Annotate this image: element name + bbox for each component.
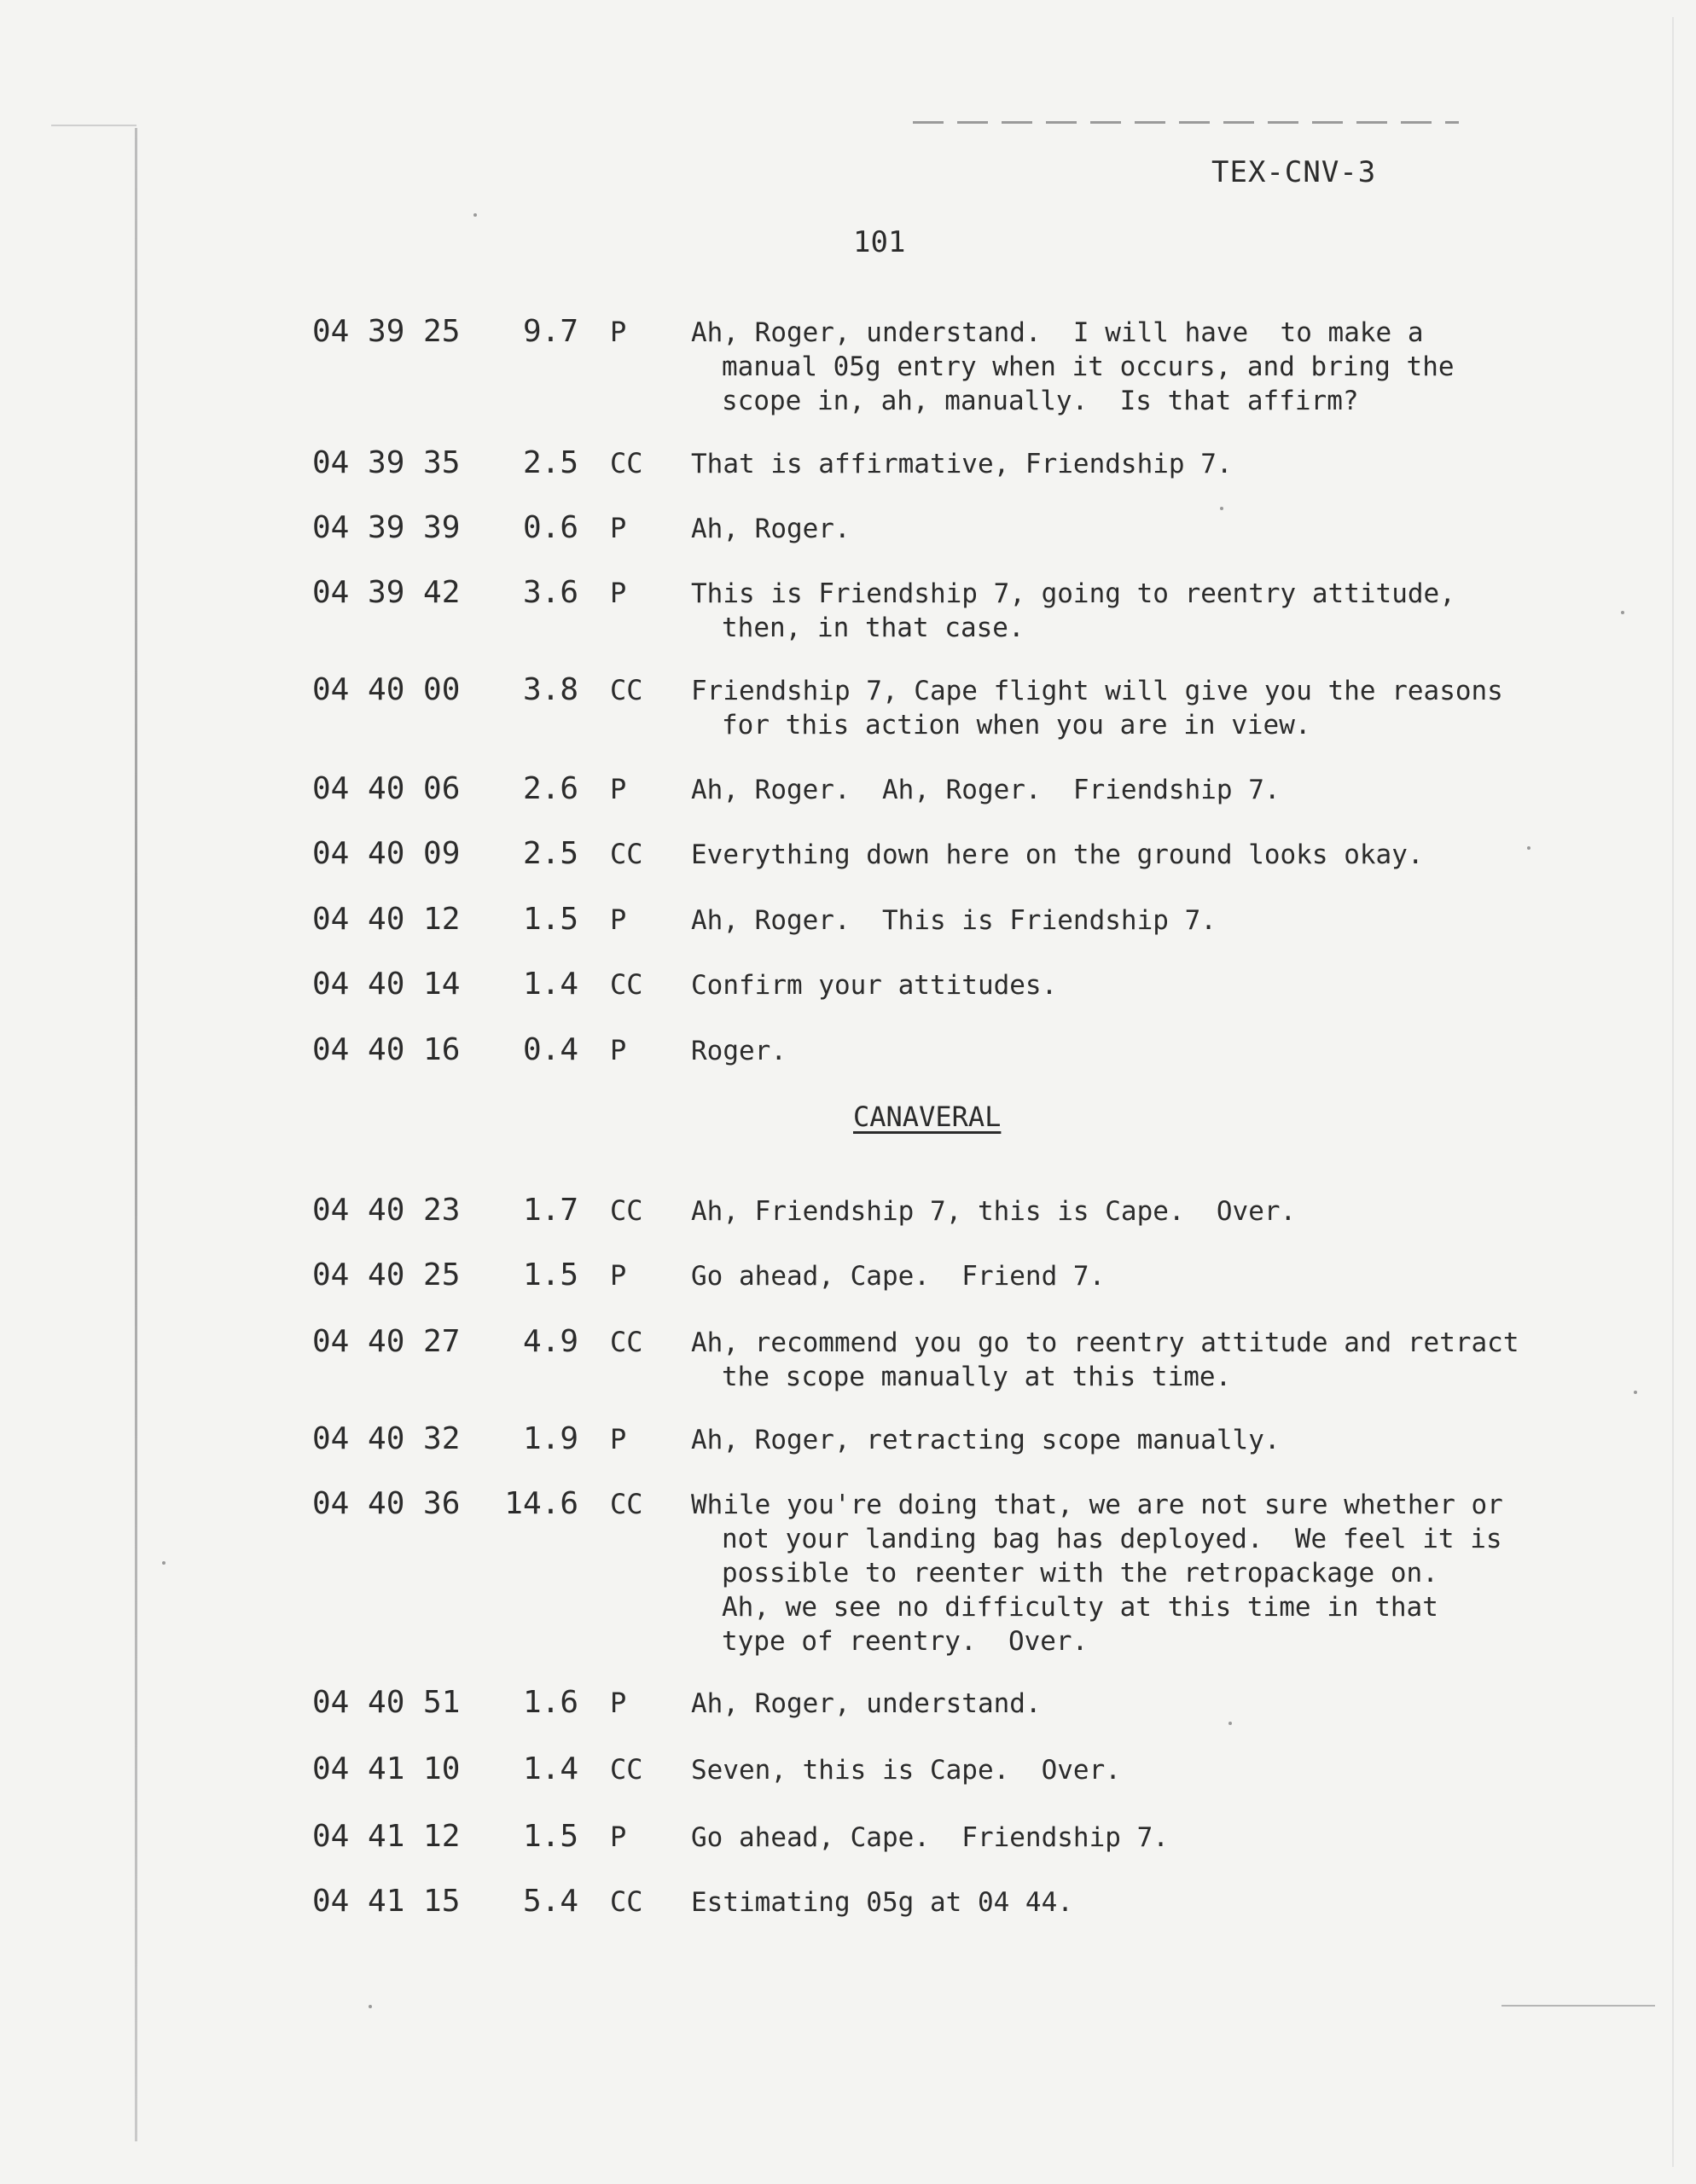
- entry-text-line: That is affirmative, Friendship 7.: [691, 449, 1233, 479]
- entry-text: [691, 773, 1544, 807]
- entry-text: [691, 316, 1544, 418]
- entry-duration: 1.4: [522, 967, 578, 1002]
- entry-text-line: manual 05g entry when it occurs, and bring the: [722, 351, 1455, 382]
- scan-speck: [1621, 611, 1624, 614]
- entry-duration: 1.6: [522, 1685, 578, 1720]
- entry-text-line: Ah, Roger. This is Friendship 7.: [691, 905, 1217, 936]
- entry-time: 04 41 10: [312, 1751, 461, 1786]
- entry-time: 04 40 23: [312, 1193, 461, 1228]
- entry-text-line: Friendship 7, Cape flight will give you the reasons: [691, 676, 1503, 706]
- entry-duration: 2.5: [522, 445, 578, 480]
- entry-speaker: CC: [610, 968, 643, 1001]
- entry-text-line: Ah, Friendship 7, this is Cape. Over.: [691, 1196, 1297, 1227]
- entry-text: [691, 512, 1544, 546]
- entry-time: 04 40 27: [312, 1324, 461, 1359]
- entry-duration: 1.7: [522, 1193, 578, 1228]
- entry-text-line: This is Friendship 7, going to reentry attitude,: [691, 578, 1455, 609]
- entry-speaker: CC: [610, 1488, 643, 1520]
- entry-speaker: CC: [610, 447, 643, 479]
- entry-text: [691, 1885, 1544, 1920]
- entry-text-line: Everything down here on the ground looks okay.: [691, 839, 1424, 870]
- scan-speck: [369, 2005, 372, 2008]
- entry-duration: 2.5: [522, 836, 578, 871]
- entry-duration: 1.5: [522, 902, 578, 937]
- entry-text-line: Go ahead, Cape. Friend 7.: [691, 1261, 1106, 1292]
- entry-duration: 2.6: [522, 771, 578, 806]
- entry-speaker: P: [610, 316, 627, 348]
- entry-text: [691, 838, 1544, 872]
- scan-speck: [162, 1561, 166, 1565]
- entry-text: [691, 1194, 1544, 1228]
- section-heading: CANAVERAL: [853, 1101, 1002, 1133]
- entry-text: [691, 447, 1544, 481]
- scan-bottom-mark: [1501, 2005, 1655, 2007]
- entry-text-line: the scope manually at this time.: [722, 1362, 1232, 1392]
- entry-duration: 0.6: [522, 510, 578, 545]
- entry-duration: 1.4: [522, 1751, 578, 1786]
- entry-text: [691, 674, 1544, 742]
- entry-time: 04 40 32: [312, 1421, 461, 1456]
- entry-time: 04 41 12: [312, 1819, 461, 1854]
- entry-text-line: not your landing bag has deployed. We feel it is: [722, 1524, 1502, 1554]
- entry-duration: 5.4: [522, 1884, 578, 1919]
- entry-speaker: P: [610, 577, 627, 609]
- scan-speck: [473, 213, 477, 217]
- entry-time: 04 40 00: [312, 672, 461, 707]
- entry-speaker: P: [610, 903, 627, 936]
- entry-time: 04 39 25: [312, 314, 461, 349]
- entry-text-line: type of reentry. Over.: [722, 1626, 1089, 1657]
- entry-time: 04 39 35: [312, 445, 461, 480]
- entry-time: 04 41 15: [312, 1884, 461, 1919]
- entry-text: [691, 968, 1544, 1002]
- entry-time: 04 40 16: [312, 1032, 461, 1067]
- entry-text-line: possible to reenter with the retropackage on.: [722, 1558, 1438, 1589]
- entry-time: 04 40 06: [312, 771, 461, 806]
- scan-edge-right: [1672, 17, 1674, 2167]
- scan-speck: [1228, 1722, 1232, 1725]
- entry-text-line: Go ahead, Cape. Friendship 7.: [691, 1822, 1169, 1853]
- entry-time: 04 40 36: [312, 1486, 461, 1521]
- entry-text: [691, 1821, 1544, 1855]
- entry-duration: 3.8: [522, 672, 578, 707]
- scan-dashed-mark: [913, 121, 1459, 124]
- entry-time: 04 40 25: [312, 1258, 461, 1292]
- entry-text: [691, 1753, 1544, 1787]
- entry-time: 04 39 39: [312, 510, 461, 545]
- entry-duration: 0.4: [522, 1032, 578, 1067]
- entry-text-line: Ah, Roger, understand. I will have to make a: [691, 317, 1424, 348]
- entry-text-line: Ah, Roger. Ah, Roger. Friendship 7.: [691, 775, 1281, 805]
- entry-speaker: CC: [610, 838, 643, 870]
- entry-text-line: Ah, Roger, retracting scope manually.: [691, 1425, 1281, 1455]
- entry-speaker: CC: [610, 1753, 643, 1786]
- document-id: TEX-CNV-3: [1211, 155, 1377, 189]
- entry-text: [691, 1488, 1544, 1658]
- entry-duration: 3.6: [522, 575, 578, 610]
- entry-speaker: P: [610, 1034, 627, 1066]
- entry-speaker: P: [610, 1687, 627, 1719]
- entry-text-line: Ah, Roger, understand.: [691, 1688, 1042, 1719]
- entry-speaker: CC: [610, 674, 643, 706]
- entry-time: 04 40 12: [312, 902, 461, 937]
- entry-duration: 1.9: [522, 1421, 578, 1456]
- entry-speaker: P: [610, 512, 627, 544]
- entry-time: 04 40 14: [312, 967, 461, 1002]
- entry-text: [691, 903, 1544, 938]
- entry-text: [691, 1259, 1544, 1293]
- entry-duration: 1.5: [522, 1819, 578, 1854]
- entry-text-line: scope in, ah, manually. Is that affirm?: [722, 386, 1359, 416]
- entry-speaker: P: [610, 773, 627, 805]
- entry-speaker: CC: [610, 1885, 643, 1918]
- entry-speaker: CC: [610, 1194, 643, 1227]
- entry-text: [691, 1326, 1544, 1394]
- scan-edge-left: [135, 128, 137, 2141]
- entry-text: [691, 577, 1544, 645]
- entry-duration: 1.5: [522, 1258, 578, 1292]
- entry-speaker: P: [610, 1821, 627, 1853]
- entry-text: [691, 1034, 1544, 1068]
- entry-time: 04 40 51: [312, 1685, 461, 1720]
- entry-text-line: Roger.: [691, 1036, 787, 1066]
- entry-duration: 14.6: [504, 1486, 578, 1521]
- entry-text-line: Ah, we see no difficulty at this time in that: [722, 1592, 1438, 1623]
- entry-text-line: for this action when you are in view.: [722, 710, 1311, 741]
- scan-speck: [1220, 507, 1223, 510]
- page-number: 101: [853, 225, 906, 259]
- entry-time: 04 39 42: [312, 575, 461, 610]
- entry-text-line: Ah, Roger.: [691, 514, 851, 544]
- entry-speaker: P: [610, 1259, 627, 1292]
- scan-edge-top: [51, 125, 136, 126]
- entry-text-line: Ah, recommend you go to reentry attitude and retract: [691, 1327, 1519, 1358]
- entry-speaker: CC: [610, 1326, 643, 1358]
- entry-text-line: While you're doing that, we are not sure whether or: [691, 1490, 1503, 1520]
- entry-speaker: P: [610, 1423, 627, 1455]
- entry-duration: 4.9: [522, 1324, 578, 1359]
- entry-text: [691, 1423, 1544, 1457]
- entry-duration: 9.7: [522, 314, 578, 349]
- entry-text-line: Seven, this is Cape. Over.: [691, 1755, 1121, 1786]
- entry-time: 04 40 09: [312, 836, 461, 871]
- entry-text-line: Confirm your attitudes.: [691, 970, 1058, 1001]
- entry-text-line: then, in that case.: [722, 613, 1025, 643]
- entry-text: [691, 1687, 1544, 1721]
- scan-speck: [1634, 1391, 1637, 1394]
- entry-text-line: Estimating 05g at 04 44.: [691, 1887, 1073, 1918]
